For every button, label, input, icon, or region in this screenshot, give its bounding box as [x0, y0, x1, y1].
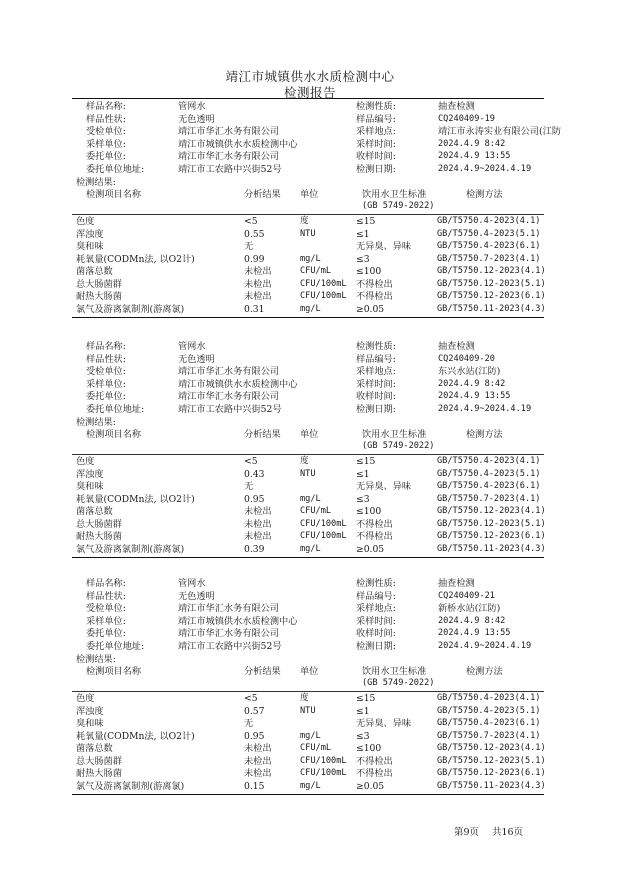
page-total: 共16页	[492, 827, 524, 838]
column-header-standard: 饮用水卫生标准	[362, 189, 427, 201]
column-header-standard-code: (GB 5749-2022)	[362, 441, 435, 452]
column-header-method: 检测方法	[466, 666, 503, 678]
table-row-standard: ≤15	[356, 216, 376, 228]
table-row-unit: CFU/100mL	[300, 768, 347, 779]
test-date-value: 2024.4.9~2024.4.19	[438, 164, 532, 174]
table-row-standard: ≤1	[356, 228, 370, 240]
table-row-result: 未检出	[244, 743, 272, 755]
table-row-standard: ≤15	[356, 456, 376, 468]
table-row-method: GB/T5750.7-2023(4.1)	[437, 730, 541, 741]
sampling-location-label: 采样地点:	[356, 366, 396, 378]
table-row-result: 0.95	[244, 730, 265, 742]
client-unit-value: 靖江市华汇水务有限公司	[178, 628, 280, 640]
sample-name-label: 样品名称:	[86, 578, 126, 589]
sample-property-label: 样品性状:	[86, 590, 126, 602]
table-row-unit: CFU/mL	[300, 266, 332, 277]
table-row-result: 未检出	[244, 506, 272, 518]
test-date-value: 2024.4.9~2024.4.19	[438, 641, 532, 651]
table-row-standard: ≤100	[356, 506, 382, 518]
sample-number-label: 样品编号:	[356, 353, 396, 365]
column-header-standard-code: (GB 5749-2022)	[362, 678, 435, 689]
entrusted-unit-label: 受检单位:	[86, 603, 126, 615]
column-header-method: 检测方法	[466, 429, 503, 441]
table-row-item: 菌落总数	[76, 506, 113, 518]
table-row-standard: ≤15	[356, 693, 376, 705]
column-header-standard: 饮用水卫生标准	[362, 666, 427, 678]
section-rule	[72, 794, 544, 795]
table-row-item: 总大肠菌群	[76, 278, 122, 290]
table-row-standard: ≤3	[356, 730, 370, 742]
client-address-value: 靖江市工农路中兴街52号	[178, 641, 282, 652]
results-heading: 检测结果:	[76, 176, 116, 188]
sampling-unit-label: 采样单位:	[86, 138, 126, 150]
sample-number-label: 样品编号:	[356, 113, 396, 125]
table-row-item: 耗氧量(CODMn法, 以O2计)	[76, 730, 195, 742]
table-row-item: 臭和味	[76, 241, 104, 253]
table-row-item: 浑浊度	[76, 468, 104, 480]
inspection-nature-value: 抽查检测	[438, 578, 475, 589]
table-row-result: <5	[244, 693, 258, 705]
table-row-method: GB/T5750.4-2023(5.1)	[437, 228, 541, 239]
table-row-result: 0.57	[244, 705, 265, 717]
table-row-result: 0.31	[244, 303, 265, 315]
table-row-item: 色度	[76, 456, 95, 468]
table-row-result: 未检出	[244, 755, 272, 767]
column-header-standard-code: (GB 5749-2022)	[362, 201, 435, 212]
table-row-result: <5	[244, 456, 258, 468]
table-row-unit: CFU/100mL	[300, 278, 347, 289]
receive-time-label: 收样时间:	[356, 391, 396, 403]
sampling-unit-value: 靖江市城镇供水水质检测中心	[178, 615, 298, 627]
table-row-standard: 不得检出	[356, 278, 393, 290]
table-row-unit: CFU/mL	[300, 506, 332, 517]
page-number: 第9页	[454, 827, 480, 838]
table-row-item: 浑浊度	[76, 228, 104, 240]
table-row-standard: 不得检出	[356, 291, 393, 303]
table-row-method: GB/T5750.7-2023(4.1)	[437, 493, 541, 504]
table-row-result: 未检出	[244, 518, 272, 530]
sample-name-value: 管网水	[178, 341, 206, 352]
column-header-unit: 单位	[300, 429, 319, 441]
table-row-unit: mg/L	[300, 543, 321, 554]
table-row-result: 0.55	[244, 228, 265, 240]
sample-name-value: 管网水	[178, 578, 206, 589]
title-rule	[72, 98, 544, 99]
column-header-unit: 单位	[300, 666, 319, 678]
sampling-location-value: 新桥水站(江防)	[438, 603, 501, 615]
table-row-item: 臭和味	[76, 481, 104, 493]
sample-number-label: 样品编号:	[356, 590, 396, 602]
entrusted-unit-label: 受检单位:	[86, 366, 126, 378]
table-row-unit: CFU/100mL	[300, 518, 347, 529]
client-unit-value: 靖江市华汇水务有限公司	[178, 391, 280, 403]
table-row-item: 耗氧量(CODMn法, 以O2计)	[76, 493, 195, 505]
results-heading: 检测结果:	[76, 416, 116, 428]
results-heading: 检测结果:	[76, 653, 116, 665]
column-header-item: 检测项目名称	[86, 429, 142, 441]
test-date-label: 检测日期:	[356, 641, 396, 652]
table-row-standard: ≥0.05	[356, 780, 385, 792]
table-row-standard: 无异臭、异味	[356, 241, 412, 253]
sampling-time-value: 2024.4.9 8:42	[438, 615, 506, 626]
table-row-method: GB/T5750.4-2023(5.1)	[437, 468, 541, 479]
table-row-standard: 不得检出	[356, 768, 393, 780]
section-rule	[72, 691, 544, 692]
receive-time-value: 2024.4.9 13:55	[438, 628, 511, 639]
table-row-standard: ≤100	[356, 266, 382, 278]
table-row-method: GB/T5750.12-2023(5.1)	[437, 755, 546, 766]
table-row-result: 0.95	[244, 493, 265, 505]
sampling-unit-value: 靖江市城镇供水水质检测中心	[178, 378, 298, 390]
table-row-item: 耐热大肠菌	[76, 531, 122, 543]
inspection-nature-value: 抽查检测	[438, 101, 475, 112]
sampling-time-value: 2024.4.9 8:42	[438, 378, 506, 389]
client-unit-label: 委托单位:	[86, 151, 126, 163]
column-header-unit: 单位	[300, 189, 319, 201]
table-row-method: GB/T5750.12-2023(6.1)	[437, 768, 546, 779]
inspection-nature-value: 抽查检测	[438, 341, 475, 352]
client-unit-label: 委托单位:	[86, 628, 126, 640]
table-row-item: 总大肠菌群	[76, 755, 122, 767]
table-row-item: 耐热大肠菌	[76, 768, 122, 780]
entrusted-unit-label: 受检单位:	[86, 126, 126, 138]
table-row-standard: 不得检出	[356, 518, 393, 530]
table-row-result: 无	[244, 241, 254, 253]
client-address-label: 委托单位地址:	[86, 641, 145, 652]
sample-property-value: 无色透明	[178, 353, 215, 365]
table-row-unit: mg/L	[300, 780, 321, 791]
table-row-item: 色度	[76, 693, 95, 705]
table-row-item: 菌落总数	[76, 266, 113, 278]
sample-name-label: 样品名称:	[86, 341, 126, 352]
table-row-standard: 无异臭、异味	[356, 481, 412, 493]
table-row-unit: NTU	[300, 228, 316, 239]
table-row-item: 色度	[76, 216, 95, 228]
inspection-nature-label: 检测性质:	[356, 341, 396, 352]
table-row-method: GB/T5750.4-2023(6.1)	[437, 241, 541, 252]
column-header-result: 分析结果	[244, 666, 281, 678]
table-row-method: GB/T5750.4-2023(4.1)	[437, 693, 541, 704]
client-address-label: 委托单位地址:	[86, 404, 145, 415]
table-row-unit: CFU/100mL	[300, 291, 347, 302]
table-row-result: 未检出	[244, 291, 272, 303]
table-row-standard: ≥0.05	[356, 303, 385, 315]
table-row-unit: mg/L	[300, 253, 321, 264]
sampling-location-label: 采样地点:	[356, 126, 396, 138]
table-row-unit: 度	[300, 216, 309, 227]
table-row-standard: ≤3	[356, 253, 370, 265]
sampling-time-label: 采样时间:	[356, 615, 396, 627]
sample-property-value: 无色透明	[178, 113, 215, 125]
table-row-method: GB/T5750.12-2023(4.1)	[437, 506, 546, 517]
sample-property-value: 无色透明	[178, 590, 215, 602]
table-row-method: GB/T5750.11-2023(4.3)	[437, 303, 546, 314]
table-row-unit: 度	[300, 693, 309, 704]
section-rule	[72, 214, 544, 215]
table-row-unit: mg/L	[300, 493, 321, 504]
table-row-item: 氯气及游离氯制剂(游离氯)	[76, 543, 185, 555]
table-row-method: GB/T5750.11-2023(4.3)	[437, 780, 546, 791]
table-row-unit: CFU/100mL	[300, 755, 347, 766]
table-row-standard: 不得检出	[356, 531, 393, 543]
table-row-unit: NTU	[300, 705, 316, 716]
table-row-method: GB/T5750.7-2023(4.1)	[437, 253, 541, 264]
table-row-method: GB/T5750.4-2023(4.1)	[437, 456, 541, 467]
table-row-method: GB/T5750.12-2023(4.1)	[437, 743, 546, 754]
sample-number-value: CQ240409-20	[438, 353, 495, 364]
sampling-location-value: 靖江市永涛实业有限公司(江防	[438, 126, 562, 138]
client-address-value: 靖江市工农路中兴街52号	[178, 404, 282, 415]
receive-time-value: 2024.4.9 13:55	[438, 391, 511, 402]
section-rule	[72, 454, 544, 455]
table-row-result: 未检出	[244, 278, 272, 290]
section-rule	[72, 317, 544, 318]
sampling-unit-label: 采样单位:	[86, 615, 126, 627]
table-row-method: GB/T5750.12-2023(6.1)	[437, 531, 546, 542]
table-row-method: GB/T5750.4-2023(6.1)	[437, 718, 541, 729]
table-row-method: GB/T5750.12-2023(5.1)	[437, 278, 546, 289]
column-header-result: 分析结果	[244, 429, 281, 441]
sample-name-label: 样品名称:	[86, 101, 126, 112]
table-row-item: 臭和味	[76, 718, 104, 730]
table-row-item: 耐热大肠菌	[76, 291, 122, 303]
section-rule	[72, 557, 544, 558]
column-header-standard: 饮用水卫生标准	[362, 429, 427, 441]
receive-time-label: 收样时间:	[356, 151, 396, 163]
table-row-method: GB/T5750.4-2023(4.1)	[437, 216, 541, 227]
table-row-method: GB/T5750.12-2023(6.1)	[437, 291, 546, 302]
receive-time-value: 2024.4.9 13:55	[438, 151, 511, 162]
entrusted-unit-value: 靖江市华汇水务有限公司	[178, 603, 280, 615]
table-row-method: GB/T5750.4-2023(5.1)	[437, 705, 541, 716]
sample-number-value: CQ240409-21	[438, 590, 495, 601]
table-row-result: 无	[244, 718, 254, 730]
sample-name-value: 管网水	[178, 101, 206, 112]
sampling-time-label: 采样时间:	[356, 378, 396, 390]
column-header-method: 检测方法	[466, 189, 503, 201]
table-row-item: 总大肠菌群	[76, 518, 122, 530]
inspection-nature-label: 检测性质:	[356, 578, 396, 589]
table-row-method: GB/T5750.11-2023(4.3)	[437, 543, 546, 554]
report-title: 检测报告	[283, 85, 336, 100]
table-row-result: 无	[244, 481, 254, 493]
table-row-unit: CFU/mL	[300, 743, 332, 754]
table-row-result: 0.39	[244, 543, 265, 555]
receive-time-label: 收样时间:	[356, 628, 396, 640]
table-row-method: GB/T5750.12-2023(5.1)	[437, 518, 546, 529]
table-row-result: 0.99	[244, 253, 265, 265]
entrusted-unit-value: 靖江市华汇水务有限公司	[178, 126, 280, 138]
table-row-result: 0.43	[244, 468, 265, 480]
entrusted-unit-value: 靖江市华汇水务有限公司	[178, 366, 280, 378]
inspection-nature-label: 检测性质:	[356, 101, 396, 112]
sampling-location-value: 东兴水站(江防)	[438, 366, 501, 378]
table-row-result: 未检出	[244, 768, 272, 780]
table-row-unit: 度	[300, 456, 309, 467]
test-date-label: 检测日期:	[356, 164, 396, 175]
column-header-result: 分析结果	[244, 189, 281, 201]
client-address-label: 委托单位地址:	[86, 164, 145, 175]
sampling-time-label: 采样时间:	[356, 138, 396, 150]
table-row-result: 0.15	[244, 780, 265, 792]
sampling-location-label: 采样地点:	[356, 603, 396, 615]
test-date-value: 2024.4.9~2024.4.19	[438, 404, 532, 414]
report-org-title: 靖江市城镇供水水质检测中心	[225, 69, 395, 84]
table-row-method: GB/T5750.4-2023(6.1)	[437, 481, 541, 492]
sample-property-label: 样品性状:	[86, 113, 126, 125]
client-unit-value: 靖江市华汇水务有限公司	[178, 151, 280, 163]
table-row-result: <5	[244, 216, 258, 228]
table-row-unit: mg/L	[300, 730, 321, 741]
table-row-item: 氯气及游离氯制剂(游离氯)	[76, 780, 185, 792]
table-row-standard: 无异臭、异味	[356, 718, 412, 730]
test-date-label: 检测日期:	[356, 404, 396, 415]
table-row-item: 氯气及游离氯制剂(游离氯)	[76, 303, 185, 315]
table-row-standard: ≤1	[356, 468, 370, 480]
table-row-unit: CFU/100mL	[300, 531, 347, 542]
sample-property-label: 样品性状:	[86, 353, 126, 365]
sampling-unit-value: 靖江市城镇供水水质检测中心	[178, 138, 298, 150]
table-row-standard: ≥0.05	[356, 543, 385, 555]
table-row-item: 浑浊度	[76, 705, 104, 717]
table-row-method: GB/T5750.12-2023(4.1)	[437, 266, 546, 277]
table-row-unit: mg/L	[300, 303, 321, 314]
sampling-unit-label: 采样单位:	[86, 378, 126, 390]
table-row-unit: NTU	[300, 468, 316, 479]
column-header-item: 检测项目名称	[86, 189, 142, 201]
table-row-standard: ≤3	[356, 493, 370, 505]
table-row-standard: ≤100	[356, 743, 382, 755]
client-unit-label: 委托单位:	[86, 391, 126, 403]
table-row-item: 耗氧量(CODMn法, 以O2计)	[76, 253, 195, 265]
sampling-time-value: 2024.4.9 8:42	[438, 138, 506, 149]
table-row-standard: ≤1	[356, 705, 370, 717]
column-header-item: 检测项目名称	[86, 666, 142, 678]
table-row-result: 未检出	[244, 266, 272, 278]
table-row-standard: 不得检出	[356, 755, 393, 767]
table-row-item: 菌落总数	[76, 743, 113, 755]
table-row-result: 未检出	[244, 531, 272, 543]
sample-number-value: CQ240409-19	[438, 113, 495, 124]
client-address-value: 靖江市工农路中兴街52号	[178, 164, 282, 175]
